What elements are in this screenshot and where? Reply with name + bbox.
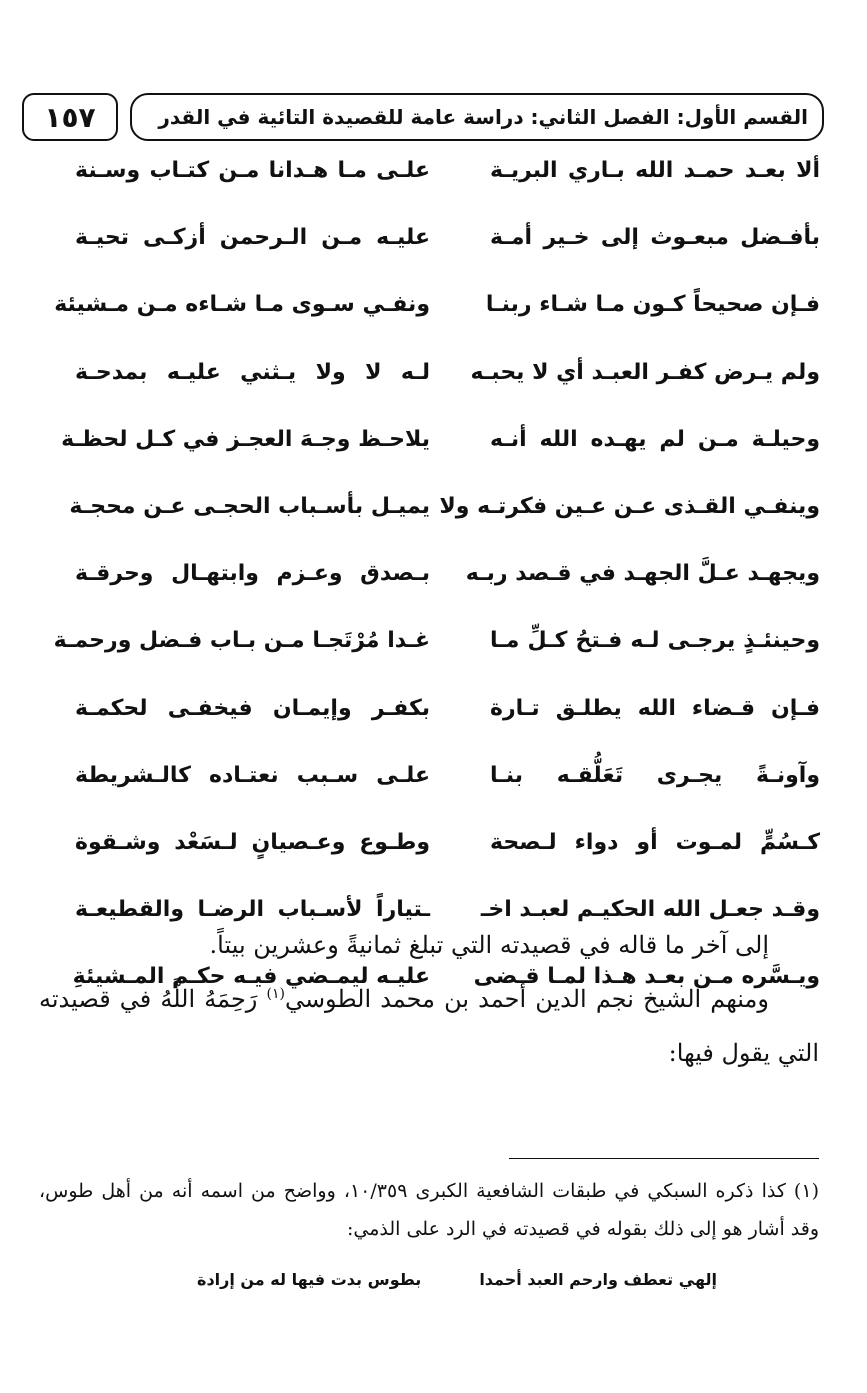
verse (70, 210, 830, 277)
verse-second-hemistich: علـى مـا هـدانا مـن كتـاب وسـنة (75, 158, 430, 183)
footnote-verse-second: بطوس بدت فيها له من إرادة (197, 1270, 422, 1289)
verse-first-hemistich: فـإن قـضاء الله يطلـق تـارة (490, 695, 820, 721)
verse-second-hemistich: وطـوع وعـصيانٍ لـسَعْد وشـقوة (75, 829, 430, 855)
verse-first-hemistich: وآونـةً يجـرى تَعَلُّقـه بنـا (490, 762, 820, 788)
footnote-reference[interactable]: (١) (266, 986, 285, 1002)
footnote: (١) كذا ذكره السبكي في طبقات الشافعية الكبرى ١٠/٣٥٩، وواضح من اسمه أنه من أهل طوس، وقد أشار هو إلى ذلك بقوله في قصيدته في الرد على الذمي: (39, 1180, 819, 1240)
running-title-box (130, 93, 824, 141)
paragraph: إلى آخر ما قاله في قصيدته التي تبلغ ثمانيةً وعشرين بيتاً. (209, 931, 769, 959)
verse-first-hemistich: ويـسَّره مـن بعـد هـذا لمـا قـضى (473, 964, 820, 990)
verse-second-hemistich: ونفـي سـوى مـا شـاءه مـن مـشيئة (54, 292, 430, 318)
footnote-verse-first: إلهي تعطف وارحم العبد أحمدا (479, 1270, 717, 1289)
verse (70, 479, 830, 546)
honorific: رَحِمَهُ اللَّهُ (160, 985, 258, 1013)
verse-first-hemistich: كـسُمٍّ لمـوت أو دواء لـصحة (490, 829, 820, 855)
verse-first-hemistich: ولم يـرض كفـر العبـد أي لا يحبـه (470, 359, 820, 385)
page-number: ١٥٧ (44, 100, 96, 134)
verse-second-hemistich: يميـل بأسـباب الحجـى عـن محجـة (69, 493, 430, 519)
verse-second-hemistich: بكفـر وإيمـان فيخفـى لحكمـة (75, 695, 430, 721)
body-text (39, 918, 819, 1080)
verse-first-hemistich: فـإن صحيحاً كـون مـا شـاء ربنـا (485, 292, 820, 318)
verse-second-hemistich: غـدا مُرْتَجـا مـن بـاب فـضل ورحمـة (53, 628, 430, 654)
verse-first-hemistich: وحينئـذٍ يرجـى لـه فـتحُ كـلِّ مـا (490, 628, 820, 654)
footnote-verse (197, 1264, 717, 1300)
verse-first-hemistich: وقـد جعـل الله الحكيـم لعبـد اخـ (480, 897, 820, 923)
poem (53, 143, 830, 1016)
verse-first-hemistich: ألا بعـد حمـد الله بـاري البريـة (490, 158, 820, 183)
verse (70, 681, 830, 748)
running-title: القسم الأول: الفصل الثاني: دراسة عامة للقصيدة التائية في القدر (158, 105, 808, 129)
verse-first-hemistich: وينفـي القـذى عـن عـين فكرتـه ولا (439, 493, 820, 519)
verse (70, 815, 830, 882)
page-header (22, 93, 824, 143)
verse-second-hemistich: ـتياراً لأسـباب الرضـا والقطيعـة (75, 897, 430, 923)
verse-first-hemistich: ويجهـد عـلَّ الجهـد في قـصد ربـه (465, 561, 820, 587)
page-number-box (22, 93, 118, 141)
verse (70, 748, 830, 815)
paragraph (39, 972, 819, 1080)
verse-second-hemistich: لـه لا ولا يـثني عليـه بمدحـة (75, 359, 430, 385)
verse-second-hemistich: يلاحـظ وجـهَ العجـز في كـل لحظـة (61, 426, 430, 452)
paragraph-text: في قصيدته التي يقول فيها: (39, 985, 819, 1067)
verse (70, 143, 830, 210)
verse-first-hemistich: وحيلـة مـن لم يهـده الله أنـه (490, 426, 820, 452)
verse-second-hemistich: عليـه ليمـضي فيـه حكـم المـشيئةِ (72, 964, 430, 990)
footnote-separator (509, 1158, 819, 1159)
verse-first-hemistich: بأفـضل مبعـوث إلى خـير أمـة (490, 225, 820, 251)
verse-second-hemistich: بـصدق وعـزم وابتهـال وحرقـة (75, 561, 430, 587)
verse (54, 277, 830, 344)
verse-second-hemistich: علـى سـبب نعتـاده كالـشريطة (75, 762, 430, 788)
paragraph-text: ومنهم الشيخ نجم الدين أحمد بن محمد الطوسي (284, 985, 769, 1013)
verse (70, 345, 830, 412)
verse (53, 613, 830, 680)
verse-second-hemistich: عليـه مـن الـرحمن أزكـى تحيـة (75, 225, 430, 251)
verse (70, 546, 830, 613)
verse (61, 412, 830, 479)
